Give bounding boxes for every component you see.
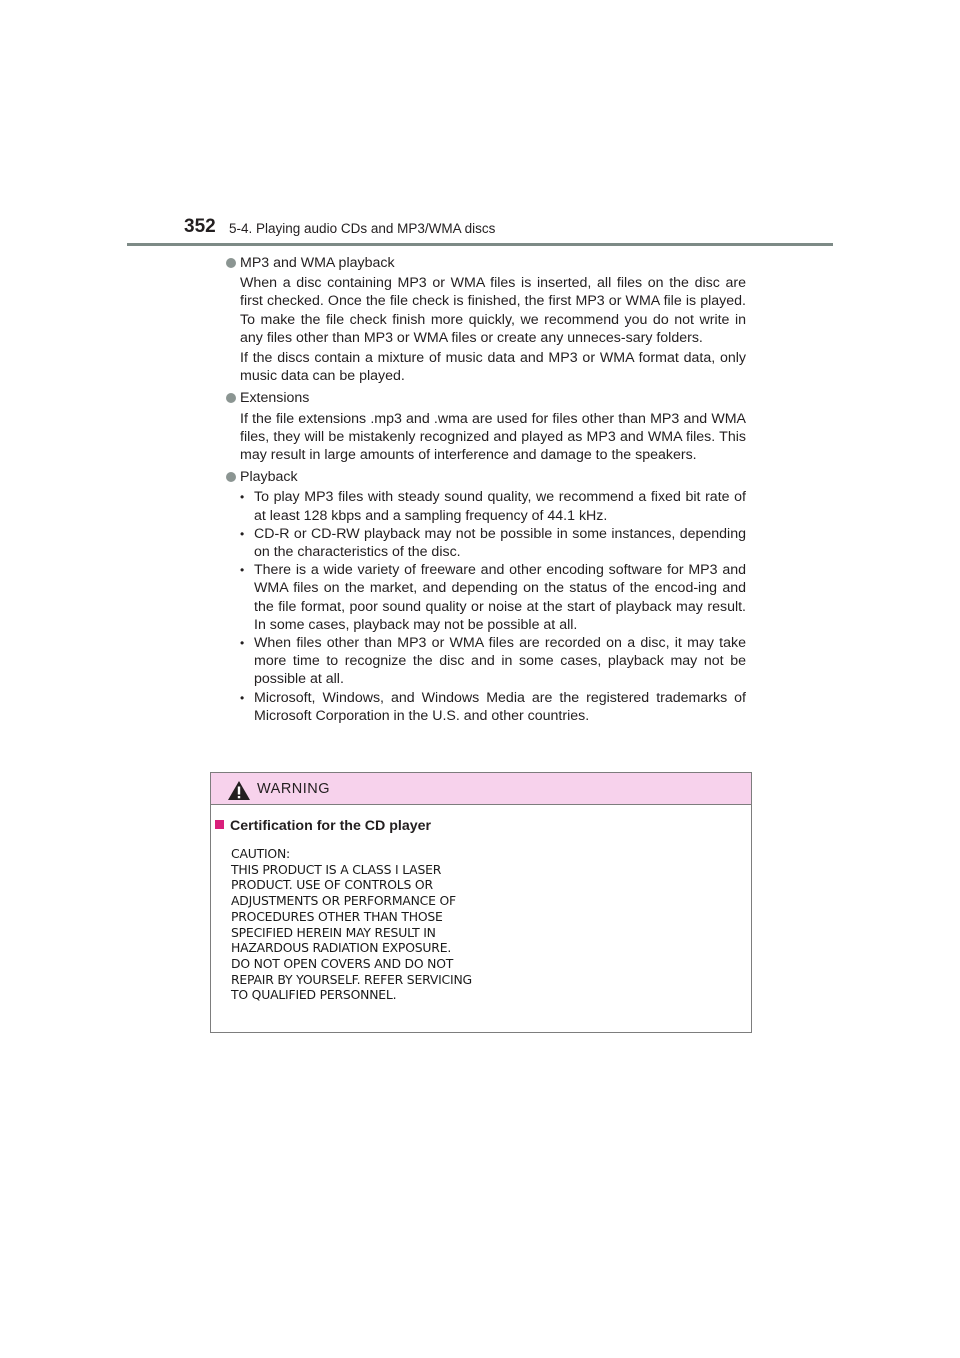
section-heading: Extensions (240, 390, 310, 407)
caution-line: CAUTION: (231, 846, 291, 861)
section-heading: MP3 and WMA playback (240, 255, 395, 271)
circle-bullet-icon (226, 393, 236, 403)
square-marker-icon (215, 820, 224, 829)
certification-heading (215, 818, 431, 834)
caution-line: PROCEDURES OTHER THAN THOSE (231, 908, 443, 924)
paragraph: If the discs contain a mixture of music data and MP3 or WMA format data, only music data can be played. (240, 350, 746, 385)
warning-header (211, 773, 751, 805)
section-heading: Playback (240, 469, 298, 486)
paragraph: If the file extensions .mp3 and .wma are used for files other than MP3 and WMA files, they will be mistakenly recognized and played as MP3 and WMA files. This may result in large amounts of interference and damage to the speakers. (240, 410, 746, 464)
caution-line: PRODUCT. USE OF CONTROLS OR (231, 877, 433, 893)
list-item: • Microsoft, Windows, and Windows Media are the registered trademarks of Microsoft Corporation in the U.S. and other countries. (240, 689, 746, 725)
section-extensions (226, 389, 746, 464)
list-item: • There is a wide variety of freeware and other encoding software for MP3 and WMA files on the market, and depending on the status of the encod-ing and the file format, poor sound quality or noise at the start of playback may result. In some cases, playback may not be possible at all. (240, 561, 746, 634)
list-item: • When files other than MP3 or WMA files are recorded on a disc, it may take more time to recognize the disc and in some cases, playback may not be possible at all. (240, 634, 746, 689)
page-number: 352 (184, 216, 216, 237)
caution-label (231, 846, 551, 1003)
certification-heading-text: Certification for the CD player (230, 818, 432, 834)
list-item: • CD-R or CD-RW playback may not be possible in some instances, depending on the characteristics of the disc. (240, 525, 746, 561)
caution-line: THIS PRODUCT IS A CLASS Ⅰ LASER (231, 861, 442, 877)
warning-triangle-icon (227, 780, 251, 801)
content-body (226, 254, 746, 729)
warning-label: WARNING (257, 781, 331, 797)
header-rule (127, 243, 833, 246)
section-mp3-wma-playback (226, 254, 746, 385)
playback-list (240, 488, 746, 725)
paragraph: When a disc containing MP3 or WMA files is inserted, all files on the disc are first checked. Once the file check is finished, the first MP3 or WMA file is played. To make the file check finish more quickly, we recommend you do not write in any files other than MP3 or WMA files or create any unneces-sary folders. (240, 275, 746, 346)
caution-line: TO QUALIFIED PERSONNEL. (231, 987, 397, 1003)
caution-line: DO NOT OPEN COVERS AND DO NOT (231, 955, 454, 971)
section-playback (226, 468, 746, 725)
caution-line: HAZARDOUS RADIATION EXPOSURE. (231, 940, 452, 956)
list-item: • To play MP3 files with steady sound quality, we recommend a fixed bit rate of at least 128 kbps and a sampling frequency of 44.1 kHz. (240, 488, 746, 524)
circle-bullet-icon (226, 258, 236, 268)
section-title: 5-4. Playing audio CDs and MP3/WMA discs (229, 221, 496, 236)
circle-bullet-icon (226, 472, 236, 482)
caution-line: SPECIFIED HEREIN MAY RESULT IN (231, 924, 436, 940)
caution-line: ADJUSTMENTS OR PERFORMANCE OF (231, 893, 456, 909)
caution-line: REPAIR BY YOURSELF. REFER SERVICING (231, 971, 472, 987)
warning-box (210, 772, 752, 1033)
